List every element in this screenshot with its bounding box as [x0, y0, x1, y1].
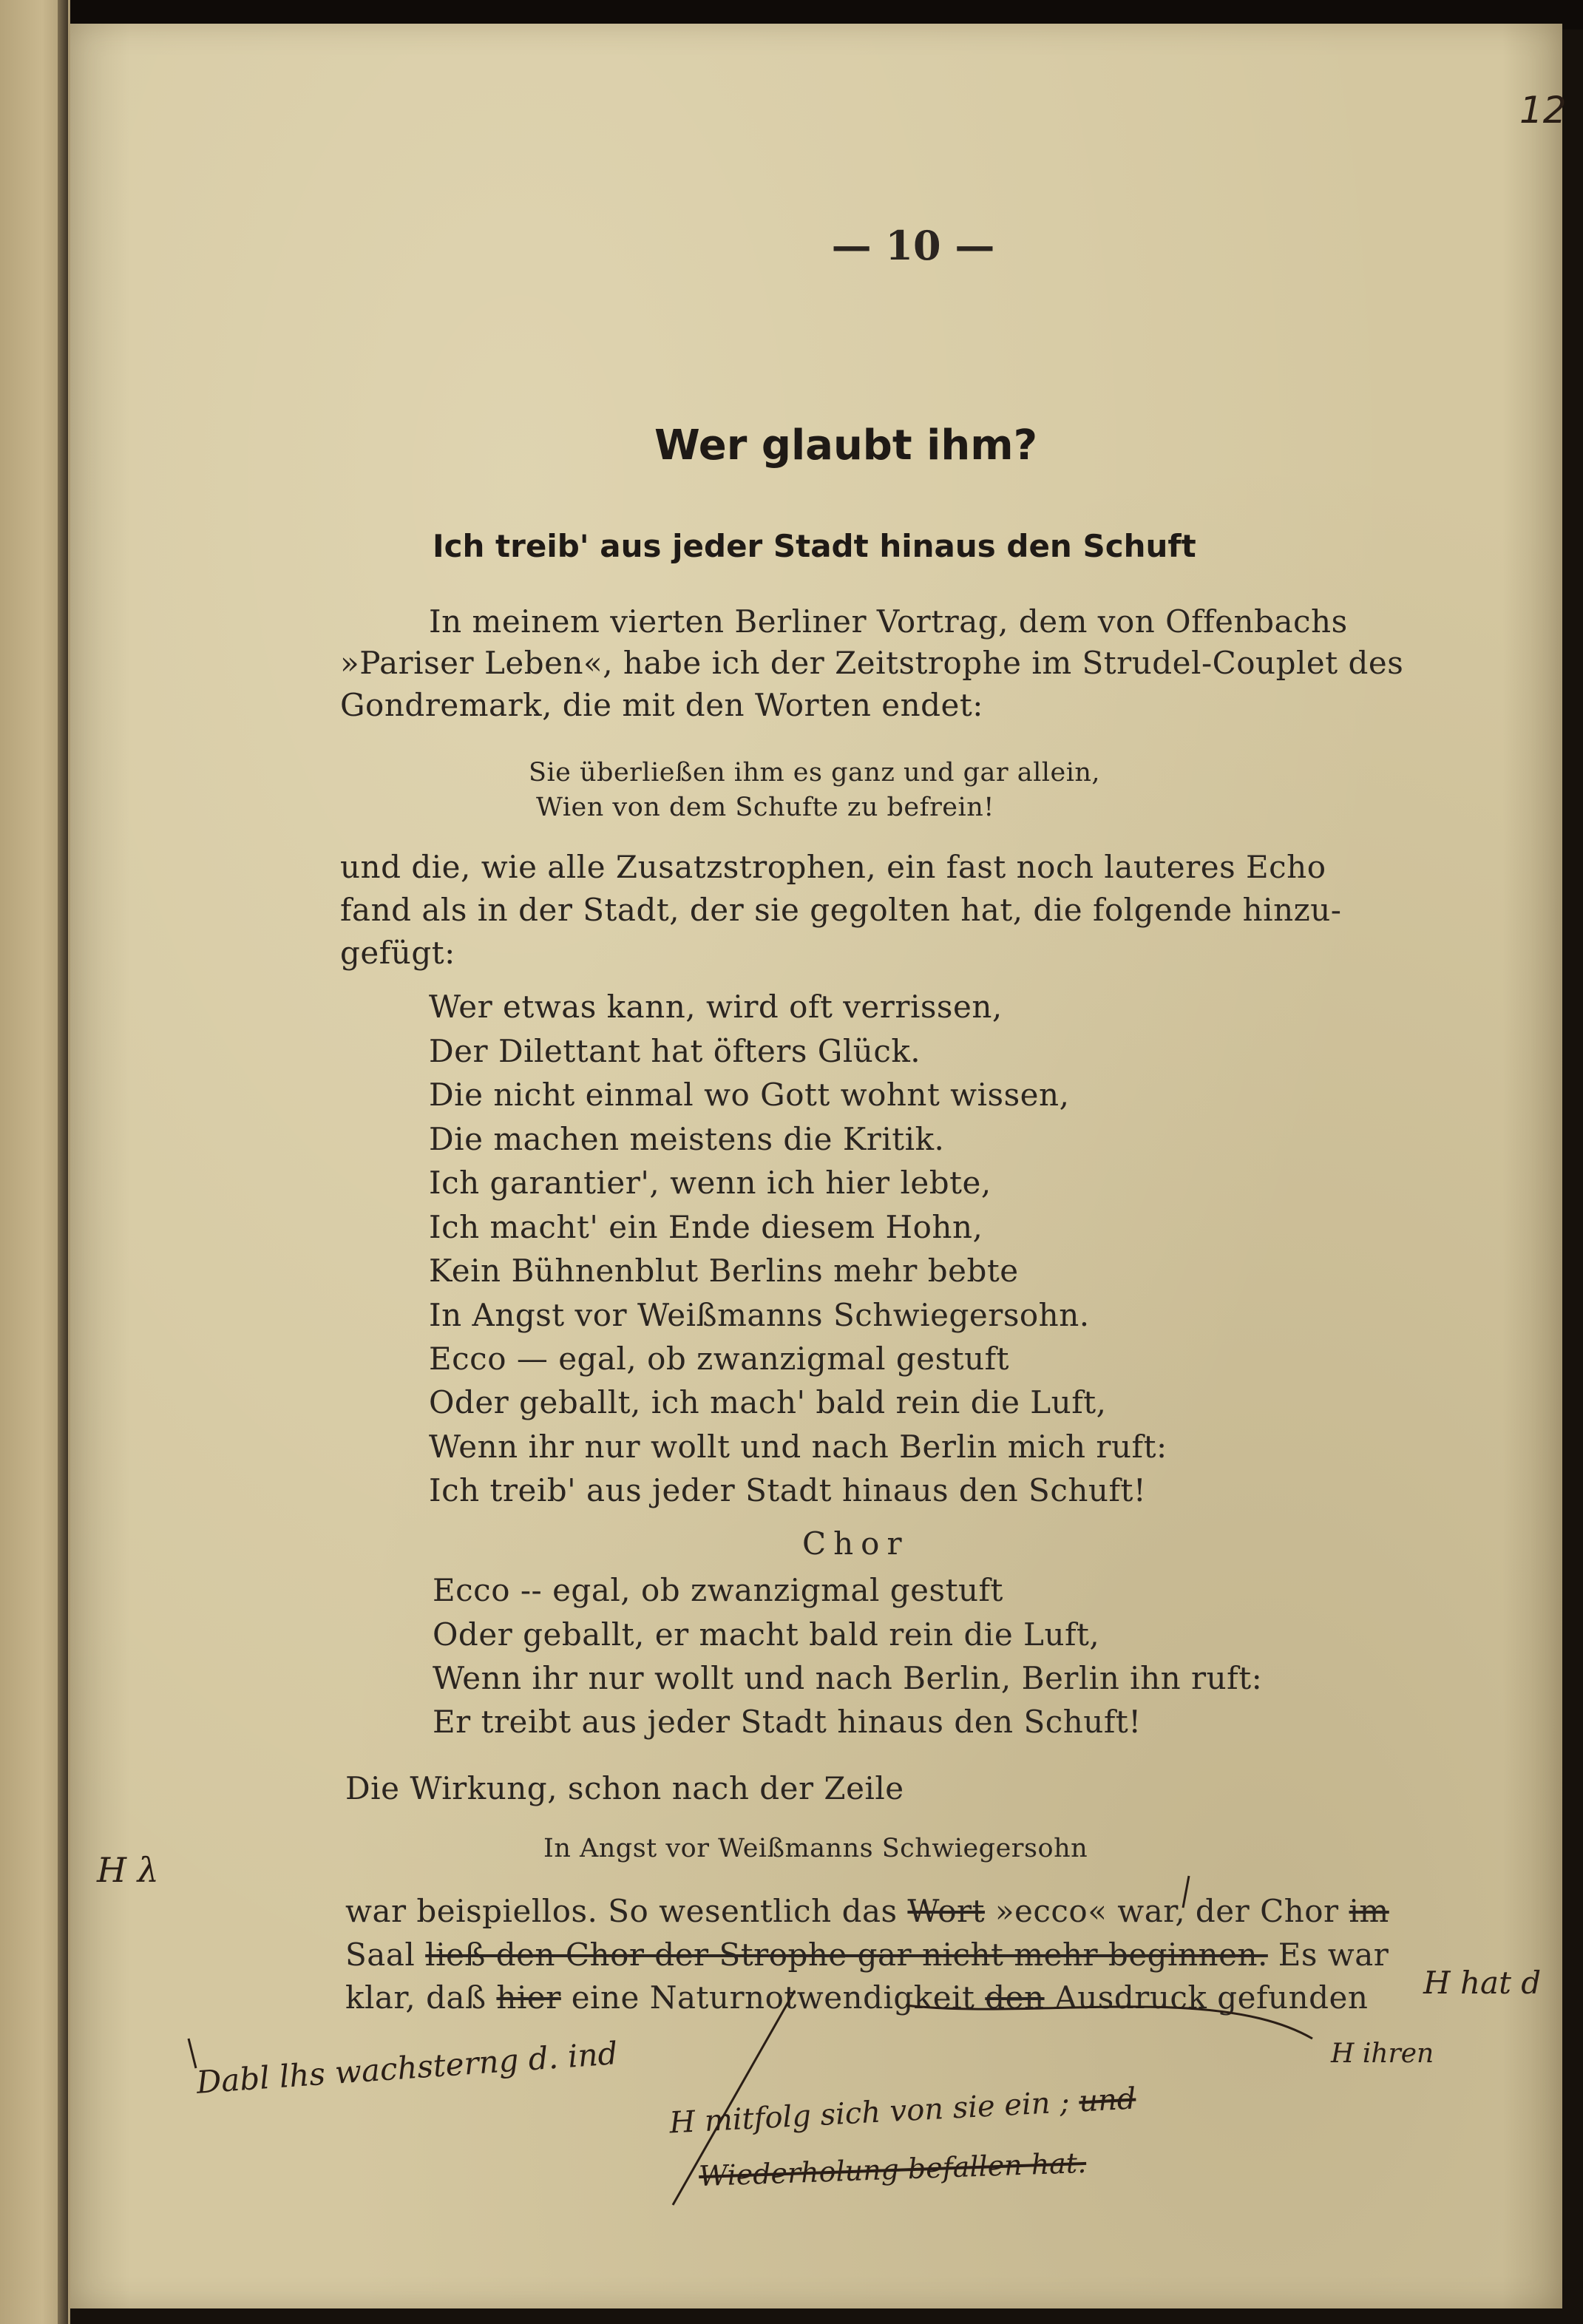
continuation-line-3: gefügt:: [340, 935, 455, 971]
final-2-b: Es war: [1267, 1937, 1389, 1973]
handwritten-right-mark-2: H ihren: [1331, 2039, 1434, 2069]
verse-line-7: Kein Bühnenblut Berlins mehr bebte: [429, 1253, 1019, 1289]
verse-line-12: Ich treib' aus jeder Stadt hinaus den Schuft!: [429, 1472, 1147, 1508]
folio-number: 12: [1519, 89, 1567, 132]
page-number: [824, 222, 1002, 269]
handwritten-note-center: [668, 2082, 1136, 2141]
chorus-line-3: Wenn ihr nur wollt und nach Berlin, Berlin ihn ruft:: [433, 1660, 1263, 1696]
effect-line: Die Wirkung, schon nach der Zeile: [345, 1770, 904, 1806]
dash-left: —: [831, 222, 886, 269]
final-1-c: »ecco« war, der Chor: [984, 1893, 1349, 1929]
intro-line-3: Gondremark, die mit den Worten endet:: [340, 687, 983, 723]
verse-line-3: Die nicht einmal wo Gott wohnt wissen,: [429, 1077, 1070, 1113]
note-center-text: H mitfolg sich von sie ein ;: [668, 2085, 1071, 2141]
final-1-a: war: [345, 1893, 417, 1929]
final-1-b: beispiellos. So wesentlich das: [416, 1893, 908, 1929]
final-2-strike: ließ den Chor der Strophe gar nicht mehr beginnen.: [425, 1937, 1268, 1973]
chorus-line-4: Er treibt aus jeder Stadt hinaus den Schuft!: [433, 1704, 1142, 1740]
final-3-a: klar, daß: [345, 1979, 497, 2016]
verse-line-5: Ich garantier', wenn ich hier lebte,: [429, 1165, 992, 1201]
verse-line-4: Die machen meistens die Kritik.: [429, 1121, 945, 1157]
final-1-strike2: im: [1349, 1893, 1389, 1929]
final-3-b: eine Naturnotwendigkeit: [560, 1979, 986, 2016]
note-center-strike2: und: [1078, 2081, 1137, 2119]
final-line-3: [345, 1979, 1368, 2016]
page-number-value: 10: [885, 222, 941, 269]
handwritten-right-mark: H hat d: [1423, 1965, 1542, 2001]
continuation-line-2: fand als in der Stadt, der sie gegolten hat, die folgende hinzu-: [340, 892, 1342, 928]
book-gutter: [58, 0, 68, 2324]
article-subtitle: Ich treib' aus jeder Stadt hinaus den Schuft: [433, 528, 1196, 564]
dash-right: —: [940, 222, 995, 269]
intro-line-1: In meinem vierten Berliner Vortrag, dem von Offenbachs: [429, 603, 1348, 640]
final-line-1: [345, 1893, 1389, 1929]
final-2-a: Saal: [345, 1937, 426, 1973]
quote-line-1: Sie überließen ihm es ganz und gar allein,: [529, 758, 1101, 787]
chorus-line-2: Oder geballt, er macht bald rein die Luft,: [433, 1616, 1100, 1653]
chorus-heading: Chor: [802, 1525, 909, 1562]
chorus-line-1: Ecco -- egal, ob zwanzigmal gestuft: [433, 1572, 1003, 1608]
effect-quote: In Angst vor Weißmanns Schwiegersohn: [543, 1834, 1088, 1863]
verse-line-6: Ich macht' ein Ende diesem Hohn,: [429, 1209, 983, 1245]
handwritten-note-center-strike: Wiederholung befallen hat.: [698, 2146, 1087, 2193]
document-page: [70, 24, 1567, 2308]
final-1-strike: Wort: [907, 1893, 985, 1929]
verse-line-10: Oder geballt, ich mach' bald rein die Luft,: [429, 1384, 1107, 1420]
final-3-strike2: den: [985, 1979, 1045, 2016]
handwritten-left-mark: H λ: [97, 1850, 159, 1890]
quote-line-2: Wien von dem Schufte zu befrein!: [536, 793, 994, 822]
article-title: Wer glaubt ihm?: [654, 421, 1038, 470]
final-3-strike: hier: [496, 1979, 561, 2016]
final-3-c: Ausdruck gefunden: [1044, 1979, 1369, 2016]
verse-line-9: Ecco — egal, ob zwanzigmal gestuft: [429, 1341, 1010, 1377]
handwritten-note-left: Dabl lhs wachsterng d. ind: [194, 2035, 619, 2101]
verse-line-2: Der Dilettant hat öfters Glück.: [429, 1033, 921, 1069]
intro-line-2: »Pariser Leben«, habe ich der Zeitstrophe im Strudel-Couplet des: [340, 645, 1404, 681]
verse-line-1: Wer etwas kann, wird oft verrissen,: [429, 989, 1003, 1025]
continuation-line-1: und die, wie alle Zusatzstrophen, ein fast noch lauteres Echo: [340, 849, 1326, 885]
final-line-2: [345, 1937, 1389, 1973]
verse-line-8: In Angst vor Weißmanns Schwiegersohn.: [429, 1297, 1090, 1333]
verse-line-11: Wenn ihr nur wollt und nach Berlin mich ruft:: [429, 1429, 1167, 1465]
